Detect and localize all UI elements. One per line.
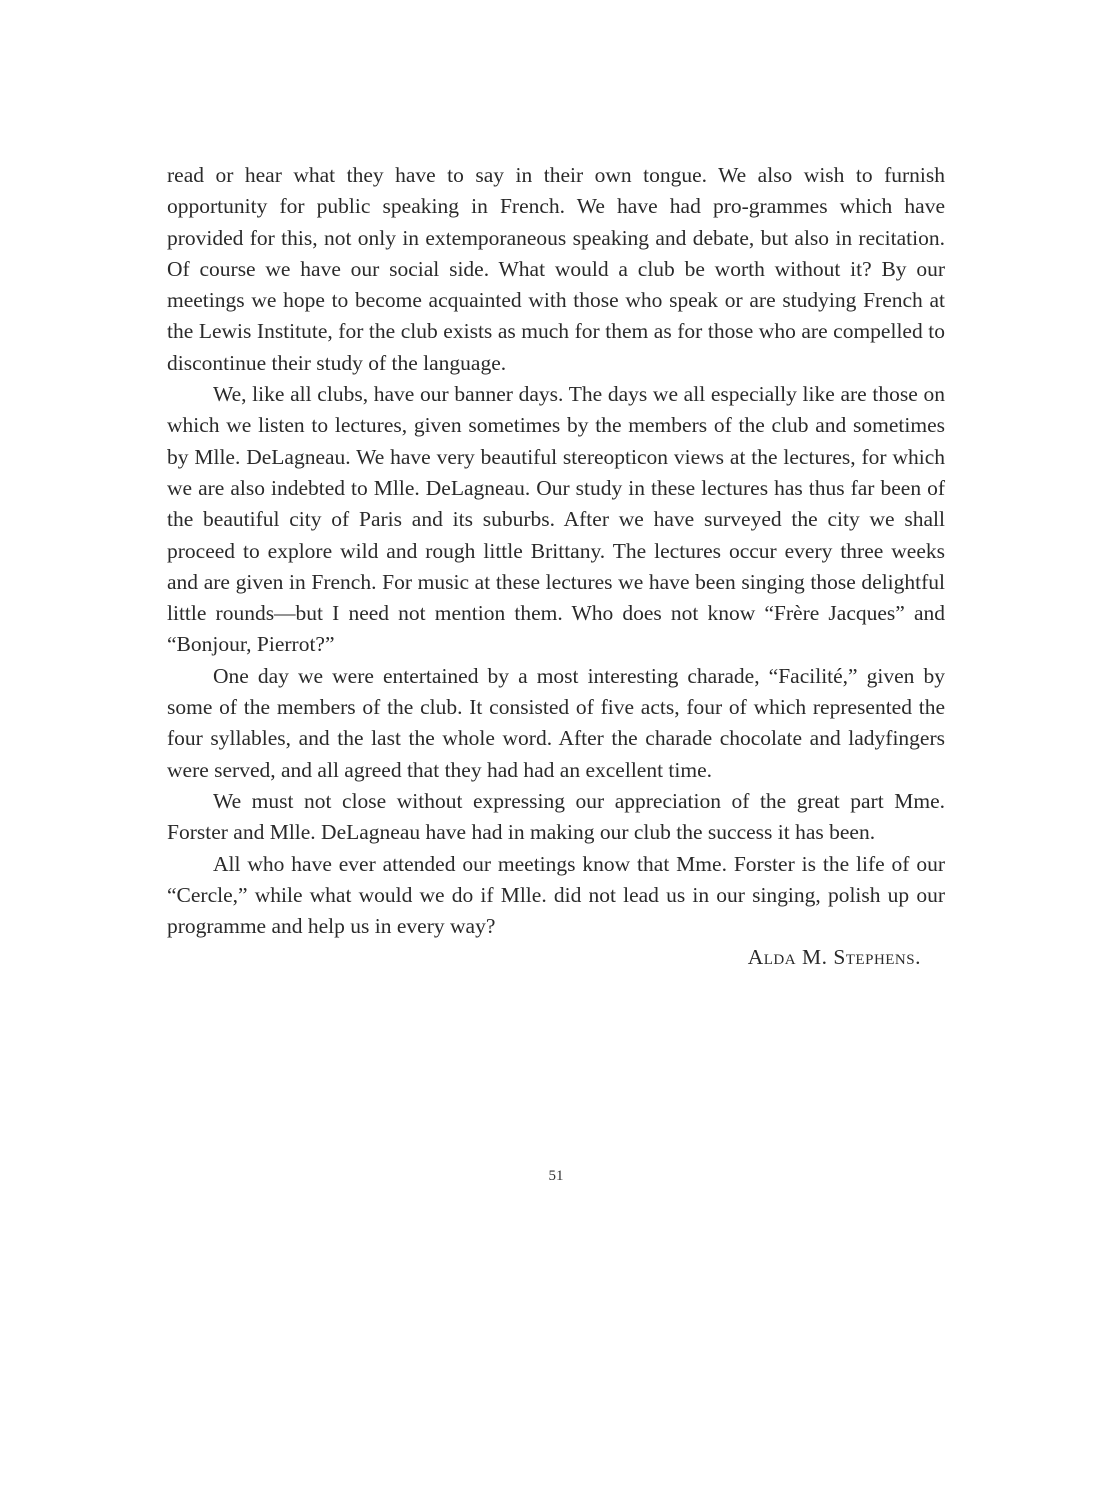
paragraph-appreciation: We must not close without expressing our appreciation of the great part Mme. Forster and Mlle. DeLagneau have had in making our club the success it has been. bbox=[167, 788, 945, 845]
paragraph-closing: All who have ever attended our meetings know that Mme. Forster is the life of our “Cercle,” while what would we do if Mlle. did not lead us in our singing, polish up our programme and help us in every way? bbox=[167, 851, 945, 939]
author-signature: Alda M. Stephens. bbox=[747, 945, 921, 970]
paragraph-banner-days: We, like all clubs, have our banner days. The days we all especially like are those on which we listen to lectures, given sometimes by the members of the club and sometimes by Mlle. DeLagneau. We have very beautiful stereopticon views at the lectures, for which we are also indebted to Mlle. DeLagneau. Our study in these lectures has thus far been of the beautiful city of Paris and its suburbs. After we have surveyed the city we shall proceed to explore wild and rough little Brittany. The lectures occur every three weeks and are given in French. For music at these lectures we have been singing those delightful little rounds—but I need not mention them. Who does not know “Frère Jacques” and “Bonjour, Pierrot?” bbox=[167, 382, 945, 657]
paragraph-charade: One day we were entertained by a most interesting charade, “Facilité,” given by some of the members of the club. It consisted of five acts, four of which represented the four syllables, and the last the whole word. After the charade chocolate and ladyfingers were served, and all agreed that they had had an excellent time. bbox=[167, 663, 945, 782]
page-number: 51 bbox=[548, 1168, 564, 1184]
paragraph-continuation: read or hear what they have to say in their own tongue. We also wish to furnish opportunity for public speaking in French. We have had pro-grammes which have provided for this, not only in extemporaneous speaking and debate, but also in recitation. Of course we have our social side. What would a club be worth without it? By our meetings we hope to become acquainted with those who speak or are studying French at the Lewis Institute, for the club exists as much for them as for those who are compelled to discontinue their study of the language. bbox=[167, 163, 945, 375]
body-text bbox=[167, 160, 945, 974]
